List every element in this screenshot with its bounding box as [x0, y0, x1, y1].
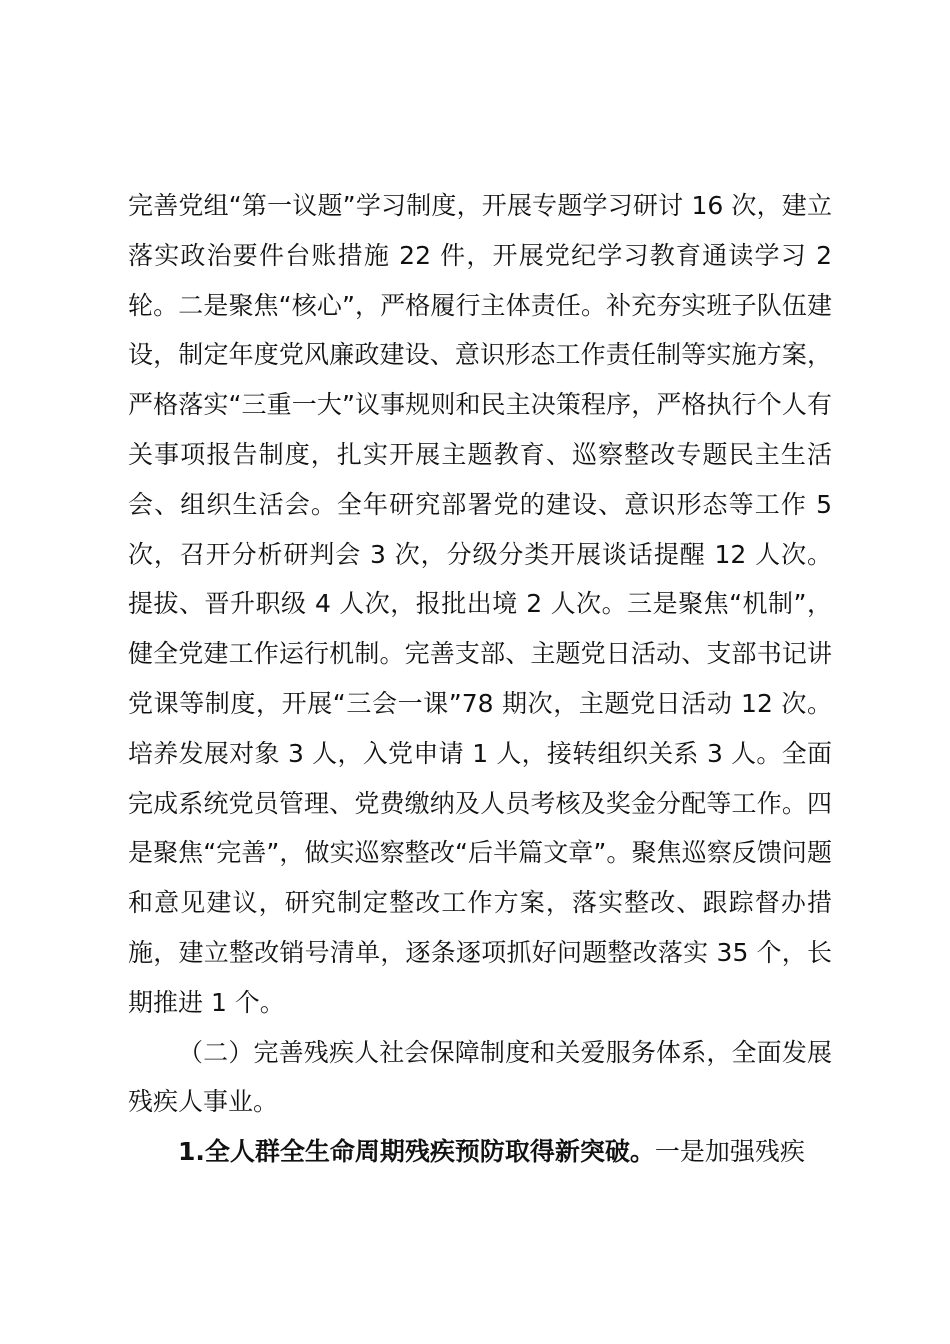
document-body — [128, 181, 832, 1177]
paragraph-party-building: 完善党组“第一议题”学习制度，开展专题学习研讨 16 次，建立落实政治要件台账措施 22 件，开展党纪学习教育通读学习 2 轮。二是聚焦“核心”，严格履行主体责任。补充夯实班子队伍建设，制定年度党风廉政建设、意识形态工作责任制等实施方案，严格落实“三重一大”议事规则和民主决策程序，严格执行个人有关事项报告制度，扎实开展主题教育、巡察整改专题民主生活会、组织生活会。全年研究部署党的建设、意识形态等工作 5 次，召开分析研判会 3 次，分级分类开展谈话提醒 12 人次。提拔、晋升职级 4 人次，报批出境 2 人次。三是聚焦“机制”，健全党建工作运行机制。完善支部、主题党日活动、支部书记讲党课等制度，开展“三会一课”78 期次，主题党日活动 12 次。培养发展对象 3 人，入党申请 1 人，接转组织关系 3 人。全面完成系统党员管理、党费缴纳及人员考核及奖金分配等工作。四是聚焦“完善”，做实巡察整改“后半篇文章”。聚焦巡察反馈问题和意见建议，研究制定整改工作方案，落实整改、跟踪督办措施，建立整改销号清单，逐条逐项抓好问题整改落实 35 个，长期推进 1 个。 — [128, 191, 832, 1017]
subsection-text: 一是加强残疾 — [654, 1137, 805, 1167]
subsection-title: 1.全人群全生命周期残疾预防取得新突破。 — [178, 1137, 655, 1167]
section-heading-2: （二）完善残疾人社会保障制度和关爱服务体系，全面发展残疾人事业。 — [128, 1037, 832, 1117]
subsection-paragraph-1 — [128, 1127, 832, 1177]
